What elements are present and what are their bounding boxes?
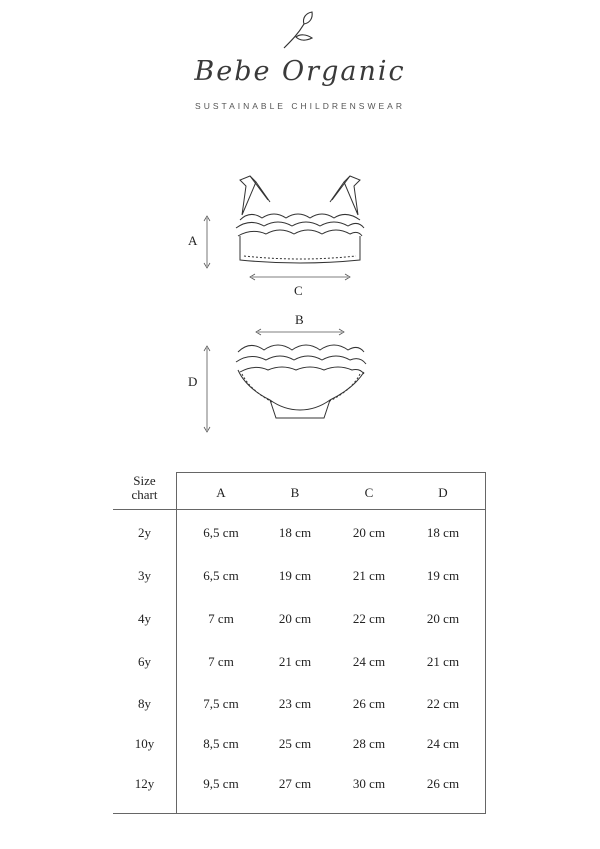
- dimension-a-label: A: [188, 233, 198, 248]
- dimension-c-label: C: [294, 283, 303, 298]
- table-cell: 20 cm: [278, 611, 312, 626]
- row-size-label: 12y: [134, 776, 155, 791]
- table-cell: 28 cm: [352, 736, 386, 751]
- row-size-label: 10y: [134, 736, 155, 751]
- bottom-body: [238, 370, 364, 410]
- table-cell: 25 cm: [278, 736, 312, 751]
- table-cell: 23 cm: [278, 696, 312, 711]
- table-cell: 8,5 cm: [203, 736, 239, 751]
- table-cell: 6,5 cm: [203, 568, 239, 583]
- table-divider: [176, 472, 486, 473]
- table-cell: 19 cm: [278, 568, 312, 583]
- dimension-d-label: D: [188, 374, 198, 389]
- table-cell: 18 cm: [426, 525, 460, 540]
- table-cell: 7,5 cm: [203, 696, 239, 711]
- brand-name: Bebe Organic: [194, 56, 406, 87]
- table-divider: [176, 472, 177, 814]
- table-cell: 9,5 cm: [203, 776, 239, 791]
- swimsuit-diagram: [170, 160, 430, 440]
- table-cell: 6,5 cm: [203, 525, 239, 540]
- row-size-label: 4y: [138, 611, 151, 626]
- bottom-ruffle: [238, 345, 364, 352]
- size-chart-table: [113, 472, 486, 814]
- corner-label-line: Size: [133, 473, 156, 488]
- table-cell: 27 cm: [278, 776, 312, 791]
- table-cell: 7 cm: [208, 611, 234, 626]
- table-cell: 20 cm: [352, 525, 386, 540]
- column-header-a: A: [216, 485, 226, 500]
- column-header-b: B: [290, 485, 300, 500]
- table-cell: 30 cm: [352, 776, 386, 791]
- table-cell: 26 cm: [352, 696, 386, 711]
- table-cell: 21 cm: [426, 654, 460, 669]
- row-size-label: 6y: [138, 654, 151, 669]
- table-divider: [113, 813, 486, 814]
- table-cell: 21 cm: [278, 654, 312, 669]
- table-cell: 21 cm: [352, 568, 386, 583]
- table-cell: 20 cm: [426, 611, 460, 626]
- table-divider: [113, 509, 486, 510]
- row-size-label: 2y: [138, 525, 151, 540]
- table-cell: 18 cm: [278, 525, 312, 540]
- column-header-c: C: [364, 485, 374, 500]
- row-size-label: 3y: [138, 568, 151, 583]
- corner-label-line: chart: [131, 487, 158, 502]
- table-cell: 22 cm: [426, 696, 460, 711]
- table-cell: 22 cm: [352, 611, 386, 626]
- size-chart-corner-label: [113, 474, 176, 502]
- table-cell: 19 cm: [426, 568, 460, 583]
- table-cell: 7 cm: [208, 654, 234, 669]
- top-right-tie: [344, 176, 360, 215]
- brand-tagline: SUSTAINABLE CHILDRENSWEAR: [195, 101, 405, 111]
- column-header-d: D: [438, 485, 448, 500]
- table-cell: 24 cm: [426, 736, 460, 751]
- leaf-logo-icon: [278, 10, 322, 52]
- row-size-label: 8y: [138, 696, 151, 711]
- dimension-b-label: B: [295, 312, 304, 327]
- table-cell: 26 cm: [426, 776, 460, 791]
- table-cell: 24 cm: [352, 654, 386, 669]
- top-left-tie: [240, 176, 256, 215]
- table-divider: [485, 472, 486, 814]
